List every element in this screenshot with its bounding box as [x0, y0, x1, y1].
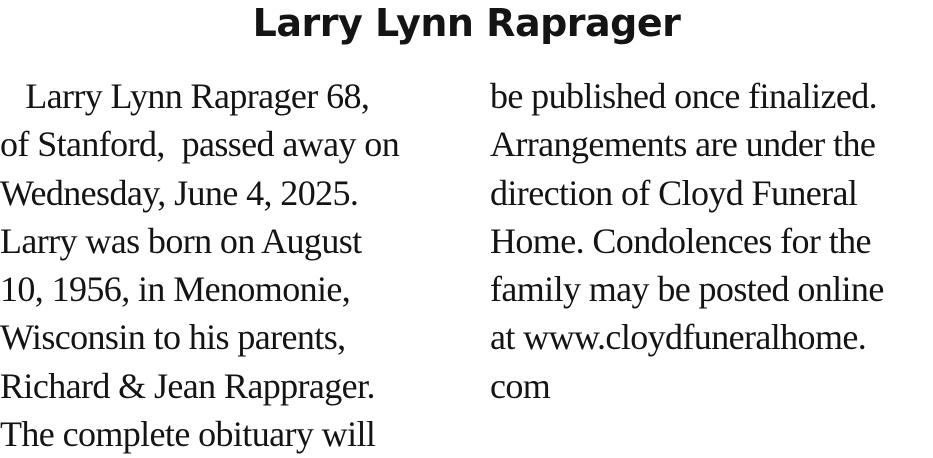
body-line: Larry was born on August	[0, 220, 362, 261]
body-line: family may be posted online	[490, 269, 884, 310]
body-line: Home. Condolences for the	[490, 220, 871, 261]
body-line: direction of Cloyd Funeral	[490, 172, 858, 213]
body-line: 10, 1956, in Menomonie,	[0, 269, 351, 310]
body-line: of Stanford, passed away on	[0, 124, 400, 165]
funeral-home-url: com	[490, 365, 551, 406]
body-line: Wisconsin to his parents,	[0, 317, 346, 358]
funeral-home-url: at www.cloydfuneralhome.	[490, 317, 867, 358]
body-line: The complete obituary will	[0, 414, 376, 455]
obituary-right-column	[490, 72, 933, 410]
obituary-left-column	[0, 72, 460, 458]
body-line: Wednesday, June 4, 2025.	[0, 172, 359, 213]
body-line: be published once finalized.	[490, 76, 878, 116]
body-line: Arrangements are under the	[490, 124, 876, 165]
body-line: Larry Lynn Raprager 68,	[0, 76, 370, 116]
obituary-headline: Larry Lynn Raprager	[252, 1, 681, 45]
body-line: Richard & Jean Rapprager.	[0, 365, 375, 406]
